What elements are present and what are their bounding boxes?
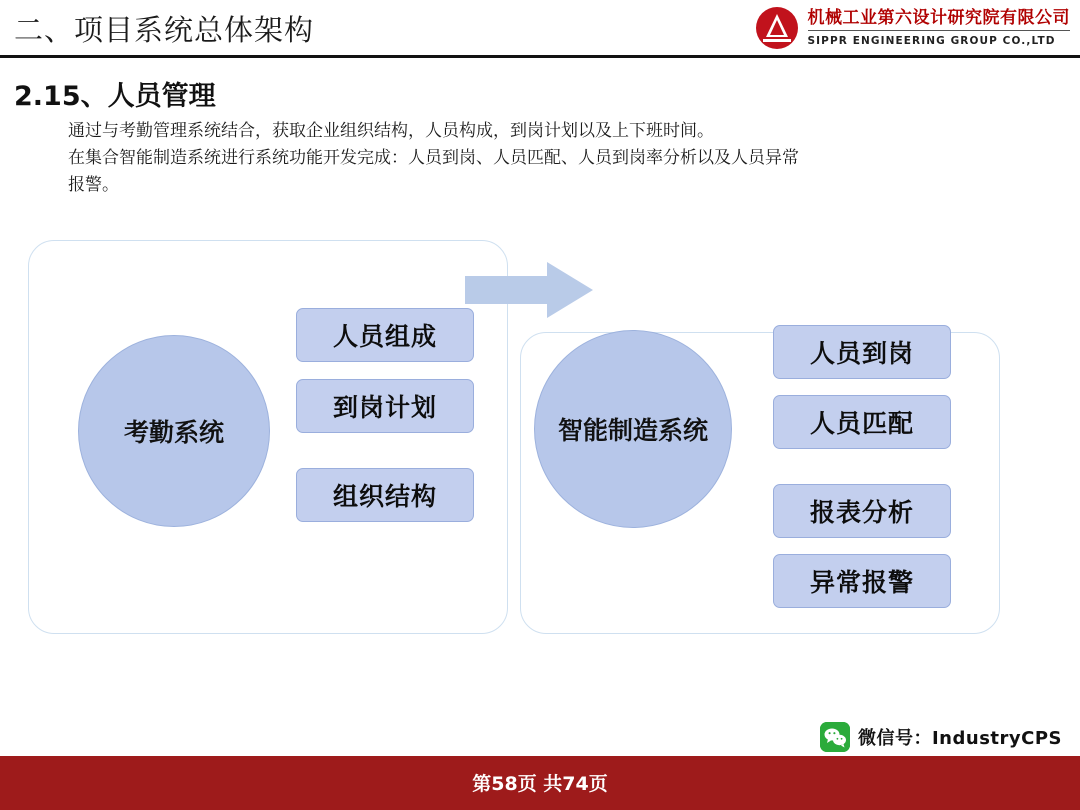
- chip-left-2: 到岗计划: [296, 379, 474, 433]
- right-arrow-icon: [465, 260, 595, 320]
- chip-left-1: 人员组成: [296, 308, 474, 362]
- node-attendance-system: 考勤系统: [78, 335, 270, 527]
- logo-divider: [808, 30, 1071, 31]
- logo-company-en: SIPPR ENGINEERING GROUP CO.,LTD: [807, 35, 1056, 48]
- logo-text-block: [808, 9, 1071, 48]
- page-header: [0, 0, 1080, 56]
- header-divider: [0, 55, 1080, 58]
- chip-right-1: 人员到岗: [773, 325, 951, 379]
- wechat-account: [820, 722, 1062, 752]
- red-triangle-logo-icon: [754, 6, 800, 50]
- chip-right-4: 异常报警: [773, 554, 951, 608]
- section-title: 2.15、人员管理: [14, 81, 216, 112]
- chip-right-2: 人员匹配: [773, 395, 951, 449]
- chip-left-3: 组织结构: [296, 468, 474, 522]
- company-logo: [730, 4, 1070, 52]
- section-paragraph: [68, 118, 1008, 200]
- wechat-icon: [820, 722, 850, 752]
- paragraph-line-3: 报警。: [68, 175, 119, 196]
- paragraph-line-1: 通过与考勤管理系统结合，获取企业组织结构，人员构成，到岗计划以及上下班时间。: [68, 121, 714, 141]
- chip-right-3: 报表分析: [773, 484, 951, 538]
- page-title: 二、项目系统总体架构: [14, 13, 315, 47]
- page-number: 第58页 共74页: [472, 773, 608, 795]
- logo-company-cn: 机械工业第六设计研究院有限公司: [807, 7, 1070, 28]
- node-smart-manufacturing-system: 智能制造系统: [534, 330, 732, 528]
- wechat-label: 微信号：IndustryCPS: [857, 728, 1062, 749]
- architecture-diagram: [28, 240, 1028, 660]
- paragraph-line-2: 在集合智能制造系统进行系统功能开发完成：人员到岗、人员匹配、人员到岗率分析以及人员异常: [68, 148, 799, 169]
